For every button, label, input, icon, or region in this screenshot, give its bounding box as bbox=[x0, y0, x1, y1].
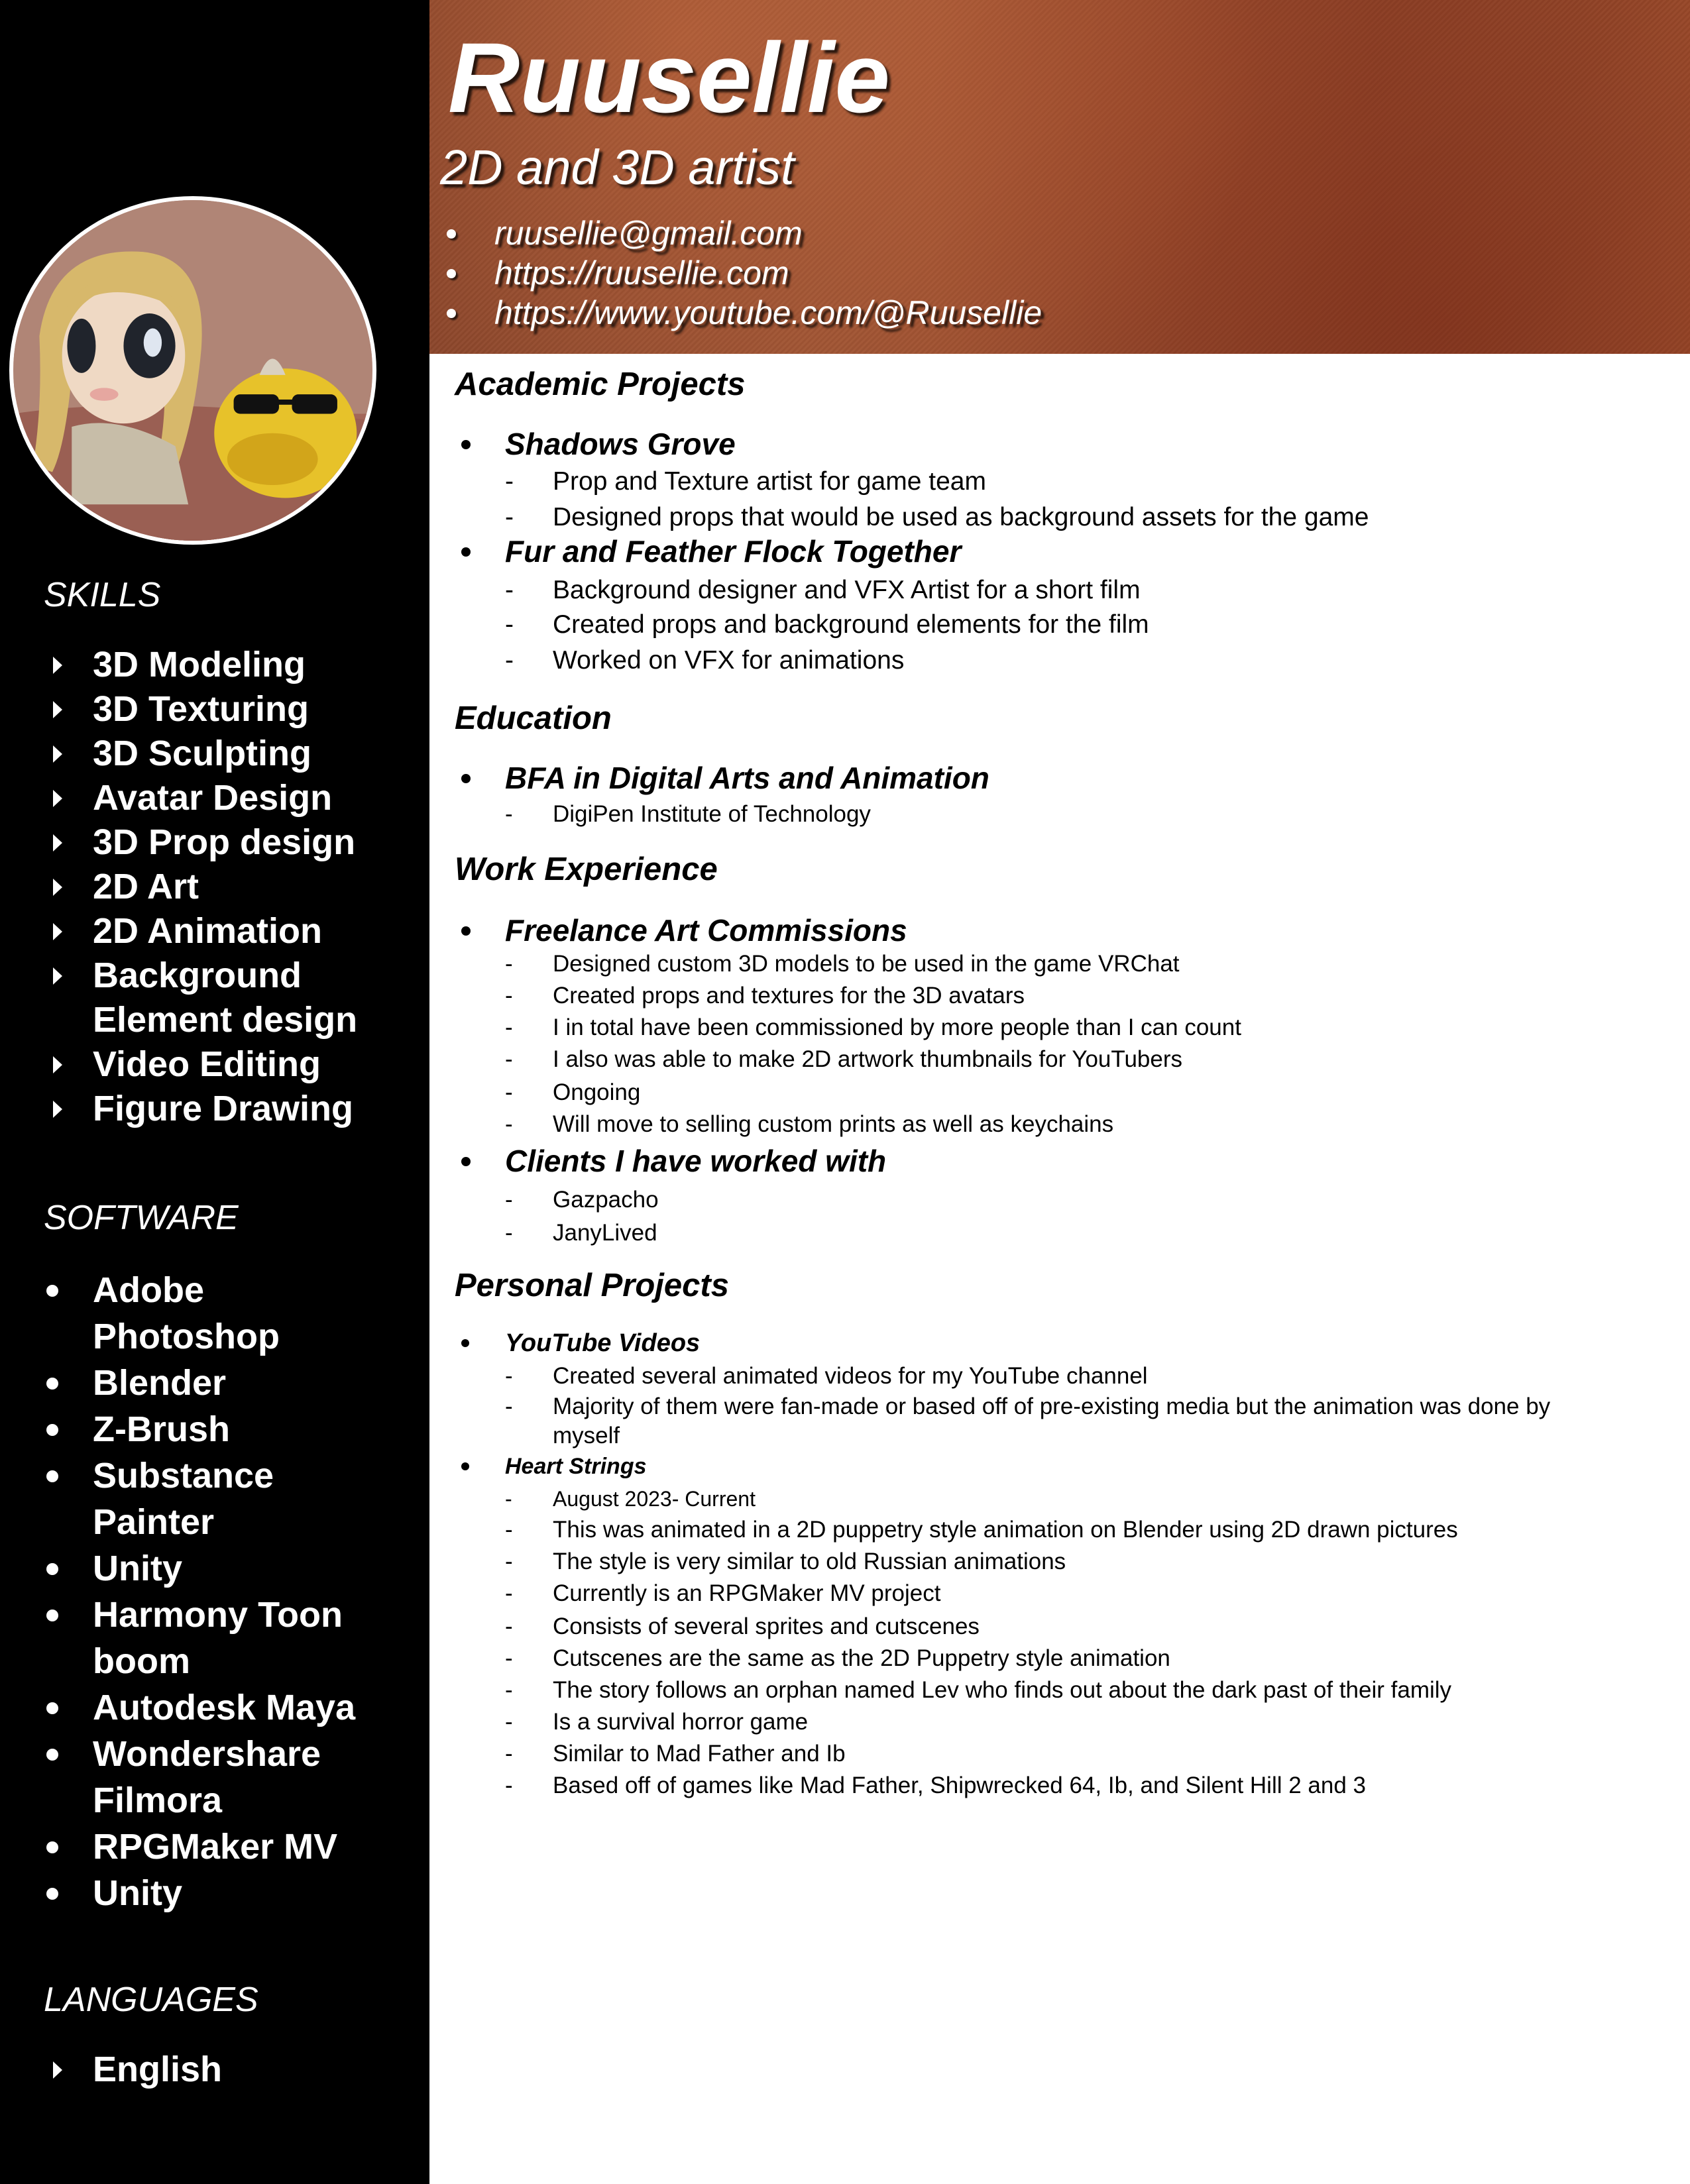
project-detail: - Worked on VFX for animations bbox=[505, 646, 905, 675]
project-detail: - Prop and Texture artist for game team bbox=[505, 467, 986, 496]
skill-label: 3D Texturing bbox=[93, 689, 310, 729]
skill-item-continuation bbox=[0, 998, 424, 1042]
skills-heading: SKILLS bbox=[44, 576, 161, 614]
project-detail: - Majority of them were fan-made or based off of pre-existing media but the animation was done by bbox=[505, 1393, 1551, 1419]
work-title: Freelance Art Commissions bbox=[505, 912, 907, 949]
work-detail: - Created props and textures for the 3D avatars bbox=[505, 983, 1025, 1009]
skill-item bbox=[0, 909, 424, 954]
software-item bbox=[0, 1407, 424, 1452]
client-item: - JanyLived bbox=[505, 1220, 657, 1246]
software-label: Adobe bbox=[93, 1270, 204, 1310]
job-subtitle: 2D and 3D artist bbox=[440, 140, 795, 195]
skill-label: 3D Sculpting bbox=[93, 734, 312, 773]
skill-item bbox=[0, 954, 424, 998]
skill-label: Background bbox=[93, 956, 302, 995]
work-title: Clients I have worked with bbox=[505, 1142, 886, 1179]
work-experience-title: Work Experience bbox=[455, 851, 718, 887]
software-label: Unity bbox=[93, 1873, 182, 1913]
software-label: boom bbox=[93, 1641, 190, 1681]
bullet-icon bbox=[53, 1547, 73, 1591]
project-title: YouTube Videos bbox=[505, 1328, 700, 1358]
project-detail: - Created several animated videos for my YouTube channel bbox=[505, 1363, 1148, 1389]
contact-label[interactable]: ruusellie@gmail.com bbox=[494, 215, 803, 252]
triangle-right-icon bbox=[53, 909, 73, 954]
work-detail: - I in total have been commissioned by more people than I can count bbox=[505, 1014, 1241, 1040]
contact-email[interactable] bbox=[429, 213, 1042, 253]
software-label: Photoshop bbox=[93, 1317, 280, 1356]
project-detail: - Created props and background elements for the film bbox=[505, 610, 1149, 639]
skill-label: Element design bbox=[93, 1000, 358, 1040]
bullet-icon bbox=[461, 926, 471, 936]
skill-label: 2D Animation bbox=[93, 911, 323, 951]
software-item bbox=[0, 1732, 424, 1776]
triangle-right-icon bbox=[53, 2048, 73, 2092]
skill-item bbox=[0, 1087, 424, 1131]
contact-label[interactable]: https://www.youtube.com/@Ruusellie bbox=[494, 294, 1042, 331]
project-title: Heart Strings bbox=[505, 1452, 647, 1480]
contact-list bbox=[429, 213, 1042, 333]
software-label: Autodesk Maya bbox=[93, 1688, 356, 1727]
software-heading: SOFTWARE bbox=[44, 1199, 239, 1237]
bullet-icon bbox=[53, 1454, 73, 1498]
software-item-continuation bbox=[0, 1315, 424, 1359]
skill-label: Avatar Design bbox=[93, 778, 333, 818]
bullet-icon bbox=[447, 309, 456, 318]
work-detail: - Designed custom 3D models to be used in the game VRChat bbox=[505, 951, 1180, 977]
contact-label[interactable]: https://ruusellie.com bbox=[494, 254, 789, 292]
bullet-icon bbox=[53, 1361, 73, 1405]
skill-label: Video Editing bbox=[93, 1044, 321, 1084]
education-title: Education bbox=[455, 700, 612, 736]
bullet-icon bbox=[461, 440, 471, 449]
languages-heading: LANGUAGES bbox=[44, 1981, 258, 2019]
skill-label: Figure Drawing bbox=[93, 1089, 354, 1128]
software-item bbox=[0, 1361, 424, 1405]
project-detail: - Designed props that would be used as background assets for the game bbox=[505, 503, 1369, 531]
triangle-right-icon bbox=[53, 732, 73, 776]
bullet-icon bbox=[53, 1732, 73, 1776]
triangle-right-icon bbox=[53, 954, 73, 998]
languages-list bbox=[0, 2048, 424, 2092]
software-item bbox=[0, 1547, 424, 1591]
bullet-icon bbox=[447, 269, 456, 278]
academic-projects-title: Academic Projects bbox=[455, 366, 746, 402]
skill-item bbox=[0, 865, 424, 909]
triangle-right-icon bbox=[53, 776, 73, 820]
bullet-icon bbox=[461, 774, 471, 783]
software-label: Wondershare bbox=[93, 1734, 321, 1774]
project-detail: - The story follows an orphan named Lev who finds out about the dark past of their family bbox=[505, 1677, 1452, 1703]
bullet-icon bbox=[53, 1871, 73, 1916]
bullet-icon bbox=[461, 1462, 469, 1470]
triangle-right-icon bbox=[53, 865, 73, 909]
project-title: Shadows Grove bbox=[505, 425, 736, 463]
triangle-right-icon bbox=[53, 643, 73, 687]
software-label: Unity bbox=[93, 1549, 182, 1588]
skill-label: 3D Modeling bbox=[93, 645, 306, 684]
project-detail: - August 2023- Current bbox=[505, 1487, 756, 1511]
client-item: - Gazpacho bbox=[505, 1187, 659, 1213]
project-detail: - Based off of games like Mad Father, Shipwrecked 64, Ib, and Silent Hill 2 and 3 bbox=[505, 1773, 1366, 1798]
avatar bbox=[9, 196, 376, 545]
project-detail: - Consists of several sprites and cutscenes bbox=[505, 1613, 980, 1639]
skill-item bbox=[0, 820, 424, 865]
language-item bbox=[0, 2048, 424, 2092]
project-detail: - The style is very similar to old Russian animations bbox=[505, 1549, 1066, 1574]
software-item-continuation bbox=[0, 1778, 424, 1823]
project-detail: - Background designer and VFX Artist for a short film bbox=[505, 576, 1141, 604]
skill-item bbox=[0, 732, 424, 776]
bullet-icon bbox=[461, 547, 471, 557]
software-label: Harmony Toon bbox=[93, 1595, 343, 1635]
software-label: Filmora bbox=[93, 1780, 223, 1820]
bullet-icon bbox=[53, 1268, 73, 1313]
software-list bbox=[0, 1268, 424, 1918]
work-detail: - Will move to selling custom prints as well as keychains bbox=[505, 1111, 1114, 1137]
bullet-icon bbox=[461, 1157, 471, 1166]
project-detail: - Cutscenes are the same as the 2D Puppetry style animation bbox=[505, 1645, 1170, 1671]
bullet-icon bbox=[53, 1686, 73, 1730]
software-label: RPGMaker MV bbox=[93, 1827, 338, 1867]
software-item bbox=[0, 1871, 424, 1916]
software-label: Z-Brush bbox=[93, 1409, 230, 1449]
skill-label: 2D Art bbox=[93, 867, 199, 906]
project-detail: - Currently is an RPGMaker MV project bbox=[505, 1580, 941, 1606]
project-title: Fur and Feather Flock Together bbox=[505, 533, 961, 570]
personal-projects-title: Personal Projects bbox=[455, 1268, 729, 1303]
project-detail-continuation: myself bbox=[553, 1423, 620, 1448]
triangle-right-icon bbox=[53, 687, 73, 732]
project-detail: - Is a survival horror game bbox=[505, 1709, 809, 1735]
work-detail: - I also was able to make 2D artwork thumbnails for YouTubers bbox=[505, 1046, 1183, 1072]
bullet-icon bbox=[461, 1339, 469, 1347]
software-item bbox=[0, 1268, 424, 1313]
bullet-icon bbox=[53, 1825, 73, 1869]
skill-item bbox=[0, 776, 424, 820]
software-label: Blender bbox=[93, 1363, 227, 1403]
skill-item bbox=[0, 643, 424, 687]
project-detail: - This was animated in a 2D puppetry style animation on Blender using 2D drawn pictures bbox=[505, 1517, 1458, 1543]
software-item bbox=[0, 1825, 424, 1869]
avatar-illustration bbox=[13, 200, 372, 541]
skill-item bbox=[0, 1042, 424, 1087]
triangle-right-icon bbox=[53, 820, 73, 865]
sidebar bbox=[0, 0, 429, 2184]
bullet-icon bbox=[53, 1593, 73, 1637]
project-detail: - Similar to Mad Father and Ib bbox=[505, 1741, 846, 1767]
triangle-right-icon bbox=[53, 1087, 73, 1131]
bullet-icon bbox=[447, 229, 456, 239]
bullet-icon bbox=[53, 1407, 73, 1452]
work-detail: - Ongoing bbox=[505, 1079, 641, 1105]
software-item bbox=[0, 1593, 424, 1637]
education-degree: BFA in Digital Arts and Animation bbox=[505, 759, 989, 796]
software-item-continuation bbox=[0, 1500, 424, 1545]
language-label: English bbox=[93, 2049, 223, 2089]
triangle-right-icon bbox=[53, 1042, 73, 1087]
software-item-continuation bbox=[0, 1639, 424, 1684]
education-detail: - DigiPen Institute of Technology bbox=[505, 801, 871, 827]
software-label: Painter bbox=[93, 1502, 215, 1542]
header-banner bbox=[429, 0, 1690, 354]
skill-label: 3D Prop design bbox=[93, 822, 356, 862]
skills-list bbox=[0, 643, 424, 1131]
name-title: Ruusellie bbox=[448, 22, 890, 133]
contact-youtube[interactable] bbox=[429, 293, 1042, 333]
software-label: Substance bbox=[93, 1456, 274, 1496]
skill-item bbox=[0, 687, 424, 732]
software-item bbox=[0, 1686, 424, 1730]
contact-website[interactable] bbox=[429, 253, 1042, 293]
software-item bbox=[0, 1454, 424, 1498]
